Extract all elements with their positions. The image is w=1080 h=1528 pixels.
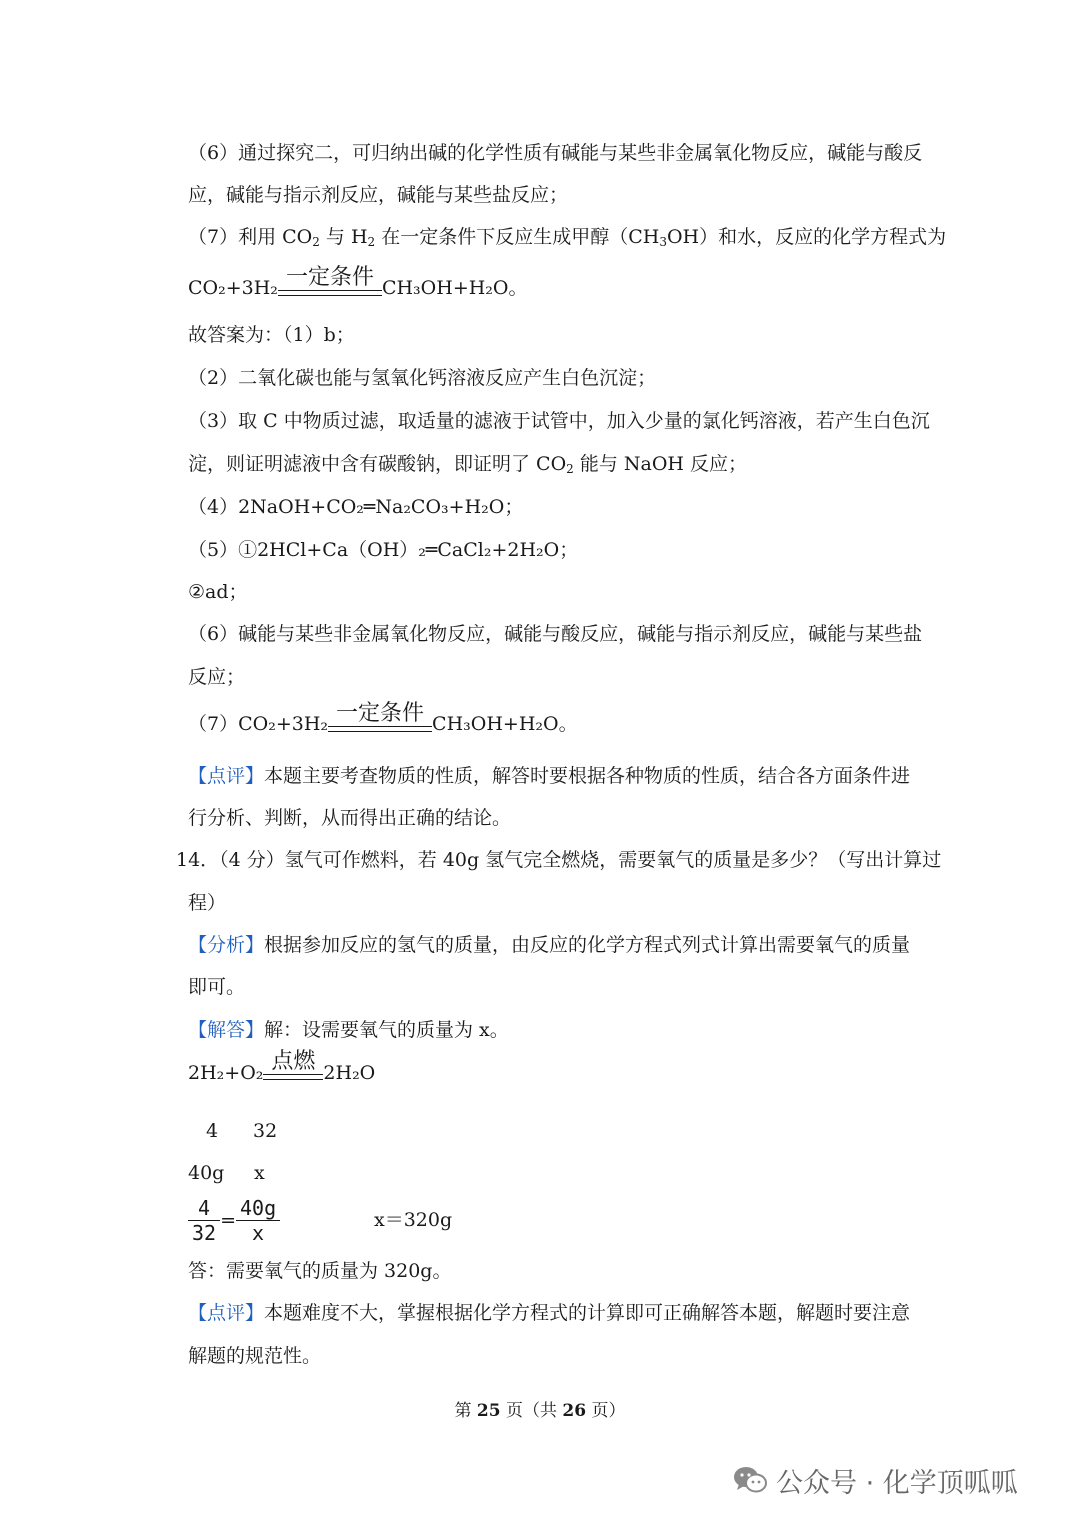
answer-7 — [188, 702, 578, 736]
a3-pre: 淀，则证明滤液中含有碳酸钠，即证明了 CO — [188, 453, 567, 475]
solution-text: 解：设需要氧气的质量为 x。 — [264, 1019, 509, 1041]
mass-ratio-o2: 32 — [253, 1120, 278, 1142]
solution-equation — [188, 1050, 375, 1084]
review-2-tag: 【点评】 — [188, 1302, 265, 1324]
answer-6-line1: （6）碱能与某些非金属氧化物反应，碱能与酸反应，碱能与指示剂反应，碱能与某些盐 — [188, 623, 923, 645]
sol-eq-condition-text: 点燃 — [271, 1049, 316, 1074]
review-1-text: 本题主要考查物质的性质，解答时要根据各种物质的性质，结合各方面条件进 — [264, 765, 911, 787]
p7-line1 — [188, 224, 946, 250]
review-1-line2: 行分析、判断，从而得出正确的结论。 — [188, 807, 512, 829]
p7-pre: （7）利用 CO — [188, 226, 313, 248]
footer-page-number: 25 — [476, 1401, 501, 1421]
question-14-line2: 程） — [188, 892, 227, 914]
fraction-right-den: x — [252, 1221, 265, 1245]
analysis-line2: 即可。 — [188, 976, 246, 998]
sol-eq-double-bar — [263, 1074, 323, 1080]
a7-condition-text: 一定条件 — [336, 701, 425, 726]
mass-given-h2: 40g — [188, 1162, 225, 1184]
footer-total-pages: 26 — [562, 1401, 587, 1421]
review-2-line1 — [188, 1300, 910, 1326]
answer-3-line2 — [188, 451, 747, 477]
answer-2: （2）二氧化碳也能与氢氧化钙溶液反应产生白色沉淀； — [188, 367, 657, 389]
fraction-left-num: 4 — [188, 1196, 220, 1221]
eq1-condition-text: 一定条件 — [285, 265, 374, 290]
eq1-right: CH₃OH+H₂O。 — [381, 277, 528, 299]
p7-mid1: 与 H — [319, 226, 368, 248]
answer-3-line1: （3）取 C 中物质过滤，取适量的滤液于试管中，加入少量的氯化钙溶液，若产生白色沉 — [188, 410, 930, 432]
analysis-text: 根据参加反应的氢气的质量，由反应的化学方程式列式计算出需要氧气的质量 — [264, 934, 911, 956]
result: x＝320g — [374, 1209, 453, 1231]
solution-line1 — [188, 1017, 509, 1043]
fraction-right-num: 40g — [236, 1196, 280, 1221]
mass-unknown-o2: x — [254, 1162, 265, 1184]
footer-pre: 第 — [454, 1401, 477, 1421]
p7-sub1: 2 — [312, 235, 320, 249]
sol-eq-condition — [263, 1050, 323, 1084]
footer-post: 页） — [586, 1401, 626, 1421]
watermark-text: 公众号 · 化学顶呱呱 — [776, 1467, 1018, 1499]
analysis-line1 — [188, 932, 910, 958]
a7-condition — [328, 702, 432, 736]
question-14-line1: 14．（4 分）氢气可作燃料，若 40g 氢气完全燃烧，需要氧气的质量是多少？（写出计算过 — [176, 849, 942, 871]
answer-1: 故答案为：（1）b； — [188, 324, 355, 346]
fraction-right — [236, 1196, 280, 1245]
p7-mid2: 在一定条件下反应生成甲醇（CH — [375, 226, 660, 248]
fraction-left — [188, 1196, 220, 1245]
final-answer: 答：需要氧气的质量为 320g。 — [188, 1260, 452, 1282]
p7-sub2: 2 — [367, 235, 376, 249]
review-1-line1 — [188, 763, 910, 789]
sol-eq-right: 2H₂O — [323, 1062, 376, 1084]
sol-eq-left: 2H₂+O₂ — [188, 1062, 264, 1084]
eq1-double-bar — [278, 290, 382, 296]
mass-ratio-h2: 4 — [206, 1120, 219, 1142]
analysis-tag: 【分析】 — [188, 934, 265, 956]
answer-5: （5）①2HCl+Ca（OH）₂═CaCl₂+2H₂O； — [188, 539, 579, 561]
a3-sub: 2 — [566, 462, 574, 476]
review-1-tag: 【点评】 — [188, 765, 265, 787]
p6-line1: （6）通过探究二，可归纳出碱的化学性质有碱能与某些非金属氧化物反应，碱能与酸反 — [188, 142, 923, 164]
a3-post: 能与 NaOH 反应； — [573, 453, 748, 475]
review-2-text: 本题难度不大，掌握根据化学方程式的计算即可正确解答本题，解题时要注意 — [264, 1302, 911, 1324]
eq1-condition — [278, 266, 382, 300]
footer-mid: 页（共 — [500, 1401, 563, 1421]
answer-6-line2: 反应； — [188, 666, 246, 688]
solution-tag: 【解答】 — [188, 1019, 265, 1041]
p7-sub3: 3 — [659, 235, 667, 249]
answer-5b: ②ad； — [188, 581, 248, 603]
watermark — [732, 1460, 1018, 1500]
proportion: $\frac{4}{32}$ = $\frac{40g}{x}$ — [188, 1196, 280, 1245]
eq1-left: CO₂+3H₂ — [188, 277, 278, 299]
a7-left: （7）CO₂+3H₂ — [188, 713, 329, 735]
review-2-line2: 解题的规范性。 — [188, 1345, 322, 1367]
p7-post: OH）和水，反应的化学方程式为 — [666, 226, 947, 248]
wechat-icon — [732, 1465, 768, 1495]
fraction-left-den: 32 — [192, 1221, 217, 1245]
a7-right: CH₃OH+H₂O。 — [432, 713, 578, 735]
answer-4: （4）2NaOH+CO₂═Na₂CO₃+H₂O； — [188, 496, 524, 518]
page-footer — [0, 1396, 1080, 1421]
p6-line2: 应，碱能与指示剂反应，碱能与某些盐反应； — [188, 184, 569, 206]
equation-1 — [188, 266, 528, 300]
a7-double-bar — [328, 726, 432, 732]
